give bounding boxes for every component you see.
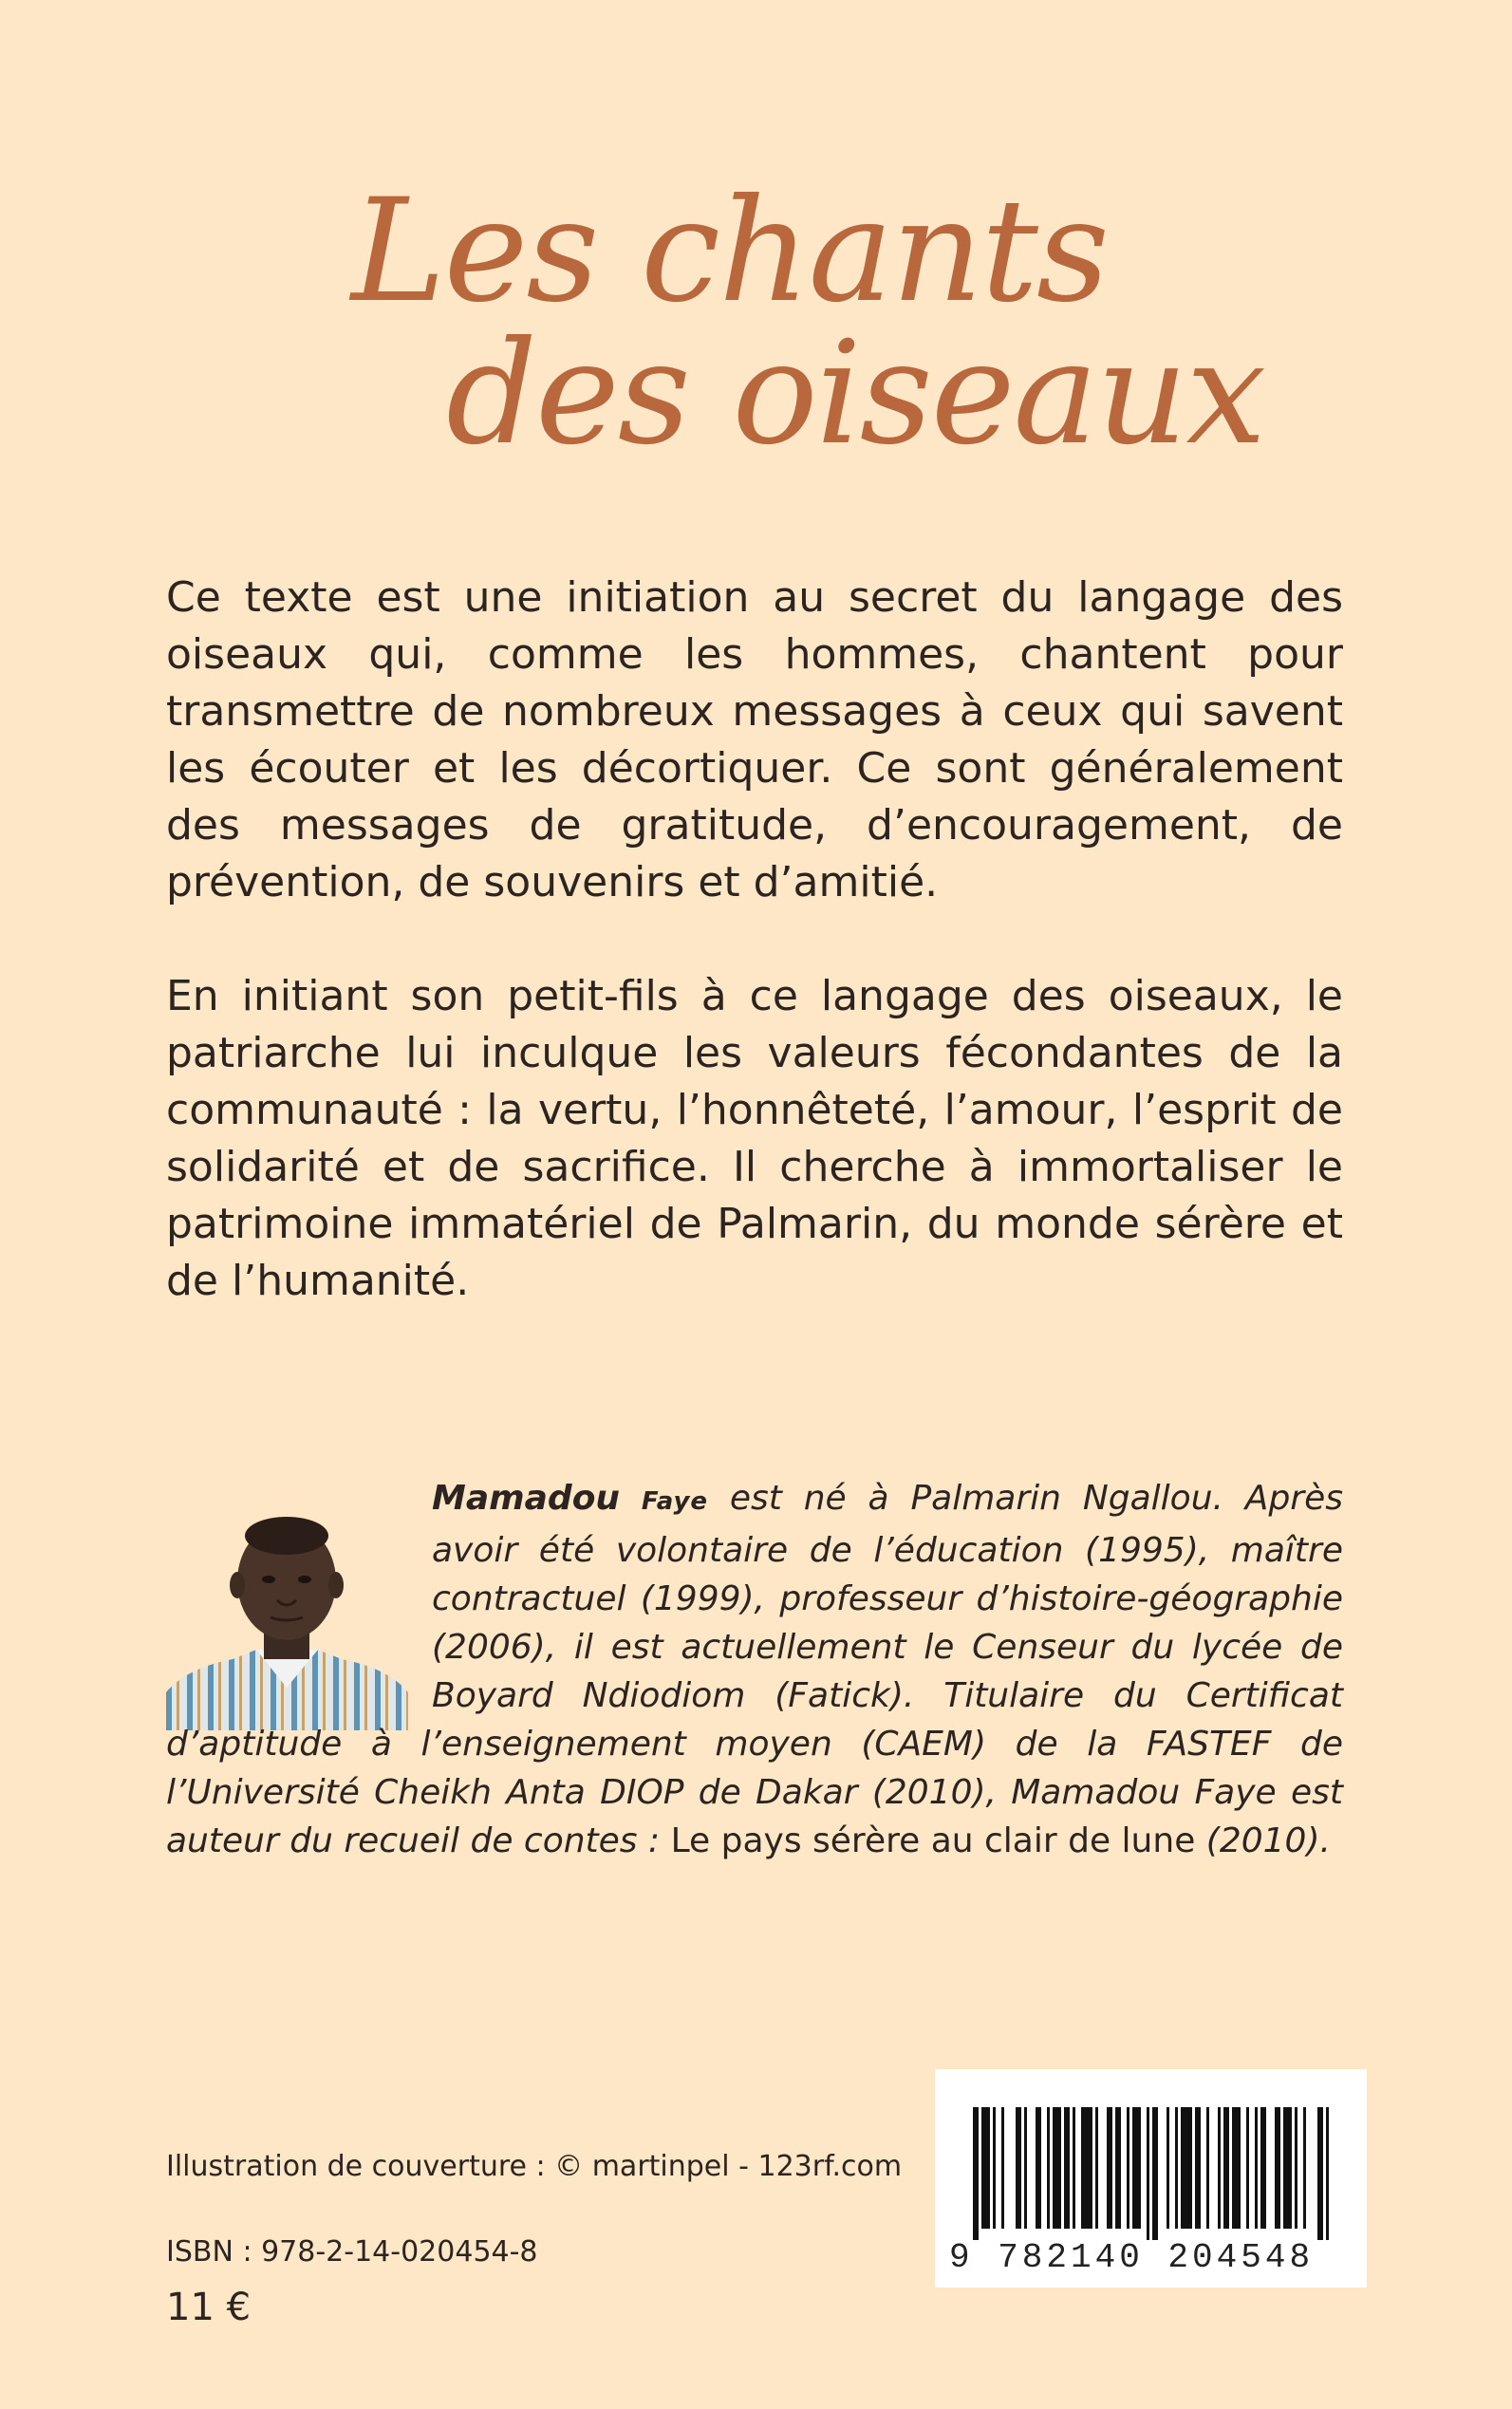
- barcode-bar: [1317, 2107, 1323, 2240]
- barcode-bar: [1095, 2107, 1098, 2229]
- barcode-bar: [1303, 2107, 1306, 2229]
- isbn: ISBN : 978-2-14-020454-8: [166, 2235, 538, 2269]
- barcode-bar: [1081, 2107, 1092, 2229]
- book-title: [351, 169, 1265, 476]
- price: 11 €: [166, 2286, 252, 2329]
- barcode-bar: [1001, 2107, 1004, 2229]
- barcode-bar: [1218, 2107, 1221, 2229]
- barcode-bar: [1223, 2107, 1229, 2229]
- barcode-bar: [1016, 2107, 1021, 2229]
- barcode-bar: [1195, 2107, 1201, 2229]
- barcode-bar: [1036, 2107, 1041, 2229]
- barcode-bar: [1255, 2107, 1258, 2229]
- barcode-bar: [1152, 2107, 1158, 2240]
- barcode-bar: [1326, 2107, 1329, 2240]
- barcode-bar: [973, 2107, 979, 2240]
- author-book-title: Le pays sérère au clair de lune: [670, 1821, 1196, 1860]
- barcode-bar: [1283, 2107, 1292, 2229]
- author-bio-text: est né à Palmarin Ngallou. Après avoir été volontaire de l’éducation (1995), maître contractuel (1999), professeur d’histoire-géographie (2006), il est actuellement le Censeur du lycée de Boyard Ndiodiom (Fatick). Titulaire du Certificat d’aptitude à l’enseignement moyen (CAEM) de la FASTEF de l’Université Cheikh Anta DIOP de Dakar (2010), Mamadou Faye est auteur du recueil de contes :: [166, 1479, 1343, 1860]
- barcode-bar: [1064, 2107, 1070, 2229]
- barcode-bar: [1073, 2107, 1075, 2229]
- barcode-bar: [1047, 2107, 1050, 2229]
- book-title-line-2: des oiseaux: [446, 311, 1265, 476]
- barcode-bar: [1115, 2107, 1121, 2229]
- barcode-bars: [973, 2107, 1329, 2240]
- barcode-bar: [1275, 2107, 1280, 2229]
- author-first-name: Mamadou: [432, 1479, 621, 1518]
- barcode: [935, 2069, 1367, 2288]
- barcode-bar: [981, 2107, 990, 2229]
- barcode-bar: [1232, 2107, 1241, 2229]
- author-last-name: Faye: [641, 1487, 709, 1516]
- barcode-bar: [993, 2107, 996, 2229]
- barcode-bar: [1206, 2107, 1209, 2229]
- barcode-bar: [1127, 2107, 1129, 2229]
- barcode-bar: [1053, 2107, 1061, 2229]
- barcode-bar: [1295, 2107, 1297, 2229]
- barcode-bar: [1024, 2107, 1027, 2229]
- barcode-bar: [1107, 2107, 1112, 2229]
- barcode-bar: [1147, 2107, 1149, 2240]
- book-title-line-1: Les chants: [351, 169, 1108, 334]
- author-book-year: (2010).: [1195, 1821, 1331, 1860]
- barcode-bar: [1260, 2107, 1266, 2229]
- barcode-bar: [1132, 2107, 1141, 2229]
- barcode-bar: [1181, 2107, 1192, 2229]
- summary-paragraph-2: En initiant son petit-fils à ce langage des oiseaux, le patriarche lui inculque les valeurs fécondantes de la communauté : la vertu, l’honnêteté, l’amour, l’esprit de solidarité et de sacrifice. Il cherche à immortaliser le patrimoine immatériel de Palmarin, du monde sérère et de l’humanité.: [166, 972, 1343, 1305]
- barcode-digits: 9 782140 204548: [949, 2238, 1315, 2277]
- cover-credit: Illustration de couverture : © martinpel - 123rf.com: [166, 2150, 903, 2183]
- barcode-bar: [1175, 2107, 1178, 2229]
- barcode-bar: [1246, 2107, 1249, 2229]
- author-bio: [166, 1474, 1343, 1865]
- barcode-bar: [1167, 2107, 1169, 2229]
- summary-paragraph-1: Ce texte est une initiation au secret du langage des oiseaux qui, comme les hommes, chantent pour transmettre de nombreux messages à ceux qui savent les écouter et les décortiquer. Ce sont généralement des messages de gratitude, d’encouragement, de prévention, de souvenirs et d’amitié.: [166, 573, 1343, 906]
